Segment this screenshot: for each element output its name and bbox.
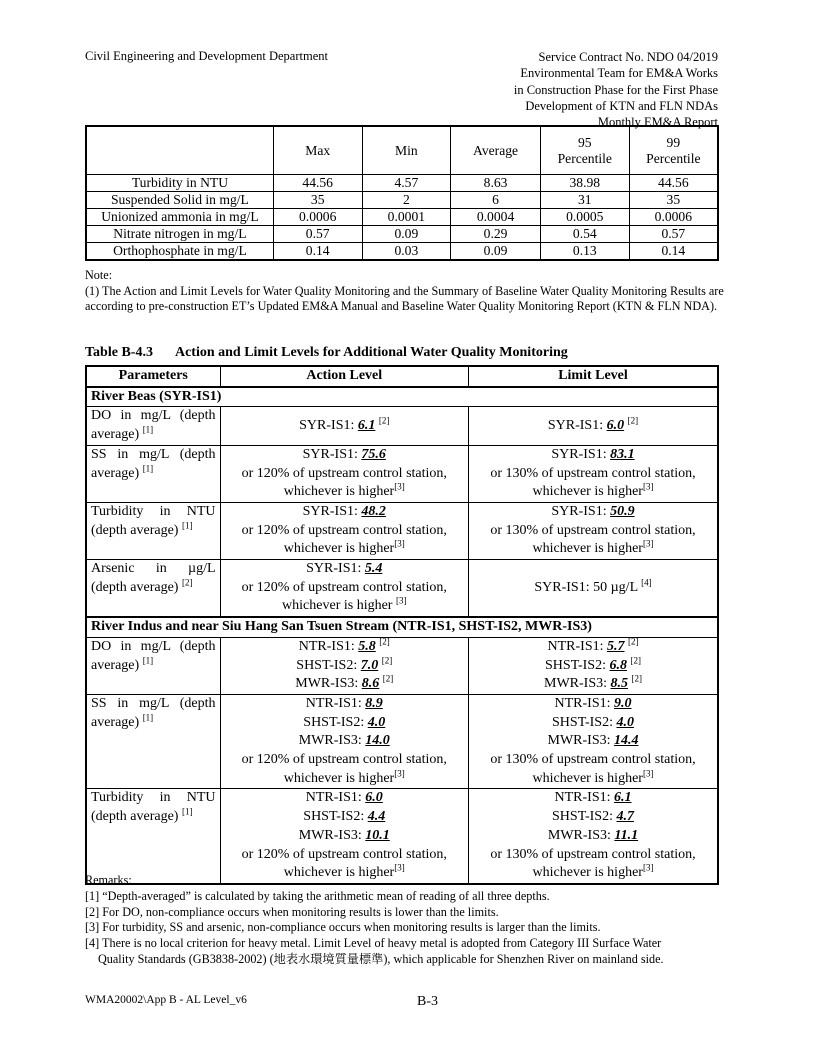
level-value: 14.0 <box>365 733 390 749</box>
table-cell: Unionized ammonia in mg/L <box>86 209 273 226</box>
limit-level-cell <box>469 407 719 445</box>
parameter-cell <box>86 637 220 694</box>
level-value: SYR-IS1: 50 µg/L <box>534 579 642 595</box>
station-label: SHST-IS2: <box>303 714 368 730</box>
action-level-cell <box>220 502 468 559</box>
limit-level-cell <box>469 502 719 559</box>
level-value: 8.9 <box>365 695 383 711</box>
remark-item: [1] “Depth-averaged” is calculated by taking the arithmetic mean of reading of all three depths. <box>85 888 550 903</box>
level-value: 5.7 <box>607 638 625 654</box>
station-label: NTR-IS1: <box>305 790 366 806</box>
table-cell: 0.54 <box>540 226 629 243</box>
alternative-criterion: or 130% of upstream control station, <box>490 522 696 538</box>
station-label: NTR-IS1: <box>547 638 607 654</box>
level-value: 14.4 <box>614 733 639 749</box>
table-row <box>86 226 718 243</box>
station-label: MWR-IS3: <box>298 733 366 749</box>
footnote-ref: [2] <box>382 673 394 684</box>
criterion-qualifier: whichever is higher <box>532 484 643 500</box>
level-value: 4.0 <box>616 714 634 730</box>
level-value: 4.7 <box>616 809 634 825</box>
parameter-label: DO in mg/L (depth average) <box>91 408 216 443</box>
remarks <box>85 873 765 968</box>
alternative-criterion: or 120% of upstream control station, <box>241 522 447 538</box>
footnote-ref: [2] <box>630 654 641 665</box>
footnote-ref: [1] <box>142 654 154 665</box>
table-cell: 0.0004 <box>451 209 541 226</box>
station-label: MWR-IS3: <box>547 733 614 749</box>
section-title: River Beas (SYR-IS1) <box>86 387 718 407</box>
station-label: SYR-IS1: <box>551 503 611 519</box>
table-row <box>86 445 718 502</box>
station-label: SYR-IS1: <box>302 503 362 519</box>
parameter-label: SS in mg/L (depth average) <box>91 695 216 730</box>
criterion-qualifier: whichever is higher <box>282 598 393 614</box>
level-value: 6.0 <box>606 417 625 433</box>
station-label: SHST-IS2: <box>552 714 617 730</box>
action-level-cell <box>220 407 468 445</box>
level-value: 5.8 <box>358 638 376 654</box>
header-line: Development of KTN and FLN NDAs <box>525 98 718 113</box>
remark-item: [4] There is no local criterion for heavy metal. Limit Level of heavy metal is adopted from Category III Surface Water <box>85 936 662 951</box>
station-label: SYR-IS1: <box>299 417 358 433</box>
table-header-cell: Limit Level <box>469 366 719 387</box>
footnote-ref: [3] <box>642 768 654 779</box>
table-row <box>86 789 718 884</box>
parameter-cell <box>86 502 220 559</box>
level-value: 11.1 <box>614 827 639 843</box>
table-cell: Nitrate nitrogen in mg/L <box>86 226 273 243</box>
footnote-ref: [2] <box>627 415 639 426</box>
table-cell: 8.63 <box>451 175 541 192</box>
footer-file-reference: WMA20002\App B - AL Level_v6 <box>85 994 247 1006</box>
header-line: Service Contract No. NDO 04/2019 <box>538 50 718 64</box>
alternative-criterion: or 120% of upstream control station, <box>241 579 447 595</box>
baseline-summary-table <box>85 125 719 261</box>
table-row <box>86 209 718 226</box>
table-cell: 0.14 <box>273 243 362 261</box>
level-value: 6.1 <box>357 417 376 433</box>
parameter-cell <box>86 694 220 789</box>
table-cell: 0.0001 <box>362 209 451 226</box>
criterion-qualifier: whichever is higher <box>532 541 643 557</box>
table-caption <box>85 345 568 361</box>
footnote-ref: [1] <box>142 462 154 473</box>
parameter-label: Turbidity in NTU (depth average) <box>91 790 216 825</box>
station-label: SHST-IS2: <box>552 809 617 825</box>
criterion-qualifier: whichever is higher <box>283 484 395 500</box>
station-label: SHST-IS2: <box>545 657 610 673</box>
level-value: 75.6 <box>361 446 386 462</box>
table-header-cell: Action Level <box>220 366 468 387</box>
alternative-criterion: or 120% of upstream control station, <box>241 752 447 768</box>
limit-level-cell <box>469 694 719 789</box>
parameter-label: SS in mg/L (depth average) <box>91 446 216 481</box>
level-value: 5.4 <box>364 561 383 577</box>
footnote-ref: [1] <box>181 519 193 530</box>
footnote-ref: [2] <box>628 636 639 647</box>
alternative-criterion: or 120% of upstream control station, <box>241 846 447 862</box>
note-text: (1) The Action and Limit Levels for Water Quality Monitoring and the Summary of Baseline Water Quality Monitoring Results are according to pre-construction ET’s Updated EM&A Manual and Baseline Water Quality Monitoring Report (KTN & FLN NDA). <box>85 283 724 314</box>
level-value: 50.9 <box>610 503 635 519</box>
table-row <box>86 243 718 261</box>
footnote-ref: [3] <box>394 768 405 779</box>
table-cell: 35 <box>629 192 718 209</box>
table-header-cell: 99 Percentile <box>629 126 718 175</box>
alternative-criterion: or 130% of upstream control station, <box>490 465 696 481</box>
table-cell: 0.0006 <box>629 209 718 226</box>
table-cell: 38.98 <box>540 175 629 192</box>
action-level-cell <box>220 637 468 694</box>
alternative-criterion: or 130% of upstream control station, <box>490 752 696 768</box>
level-value: 48.2 <box>361 503 386 519</box>
limit-level-cell <box>469 560 719 618</box>
criterion-qualifier: whichever is higher <box>283 865 395 881</box>
station-label: MWR-IS3: <box>547 827 615 843</box>
level-value: 4.0 <box>367 714 386 730</box>
note-title: Note: <box>85 268 113 282</box>
action-level-cell <box>220 445 468 502</box>
criterion-qualifier: whichever is higher <box>283 541 395 557</box>
footnote-ref: [2] <box>379 636 390 647</box>
action-level-cell <box>220 789 468 884</box>
limit-level-cell <box>469 445 719 502</box>
table-cell: 44.56 <box>629 175 718 192</box>
section-row <box>86 387 718 407</box>
level-value: 8.5 <box>610 676 628 692</box>
level-value: 7.0 <box>360 657 379 673</box>
table-header-cell: Parameters <box>86 366 220 387</box>
table-header-row <box>86 366 718 387</box>
level-value: 9.0 <box>614 695 632 711</box>
table-cell: 31 <box>540 192 629 209</box>
limit-level-cell <box>469 789 719 884</box>
table-cell: 4.57 <box>362 175 451 192</box>
station-label: SYR-IS1: <box>302 446 362 462</box>
parameter-cell <box>86 560 220 618</box>
station-label: MWR-IS3: <box>544 676 611 692</box>
parameter-cell <box>86 789 220 884</box>
table-cell: Suspended Solid in mg/L <box>86 192 273 209</box>
table-row <box>86 694 718 789</box>
table-row <box>86 192 718 209</box>
level-value: 6.1 <box>614 790 632 806</box>
table-cell: 0.03 <box>362 243 451 261</box>
table-header-cell: Average <box>451 126 541 175</box>
remarks-title: Remarks: <box>85 873 132 887</box>
footnote-ref: [4] <box>641 577 652 588</box>
table-cell: 0.29 <box>451 226 541 243</box>
footnote-ref: [1] <box>181 806 193 817</box>
table-cell: 0.0006 <box>273 209 362 226</box>
station-label: NTR-IS1: <box>554 695 614 711</box>
footnote-ref: [2] <box>381 654 393 665</box>
table-header-row <box>86 126 718 175</box>
table-cell: Orthophosphate in mg/L <box>86 243 273 261</box>
criterion-qualifier: whichever is higher <box>532 770 643 786</box>
table-cell: 35 <box>273 192 362 209</box>
table-cell: 0.14 <box>629 243 718 261</box>
footnote-ref: [1] <box>142 424 154 435</box>
table-row <box>86 175 718 192</box>
remark-item: [2] For DO, non-compliance occurs when monitoring results is lower than the limits. <box>85 904 499 919</box>
station-label: MWR-IS3: <box>298 827 366 843</box>
footnote-ref: [3] <box>395 595 407 606</box>
level-value: 83.1 <box>610 446 635 462</box>
footnote-ref: [3] <box>394 538 405 549</box>
table-cell: 0.57 <box>629 226 718 243</box>
table-header-cell: Max <box>273 126 362 175</box>
table-cell: 0.13 <box>540 243 629 261</box>
table-header-cell: 95 Percentile <box>540 126 629 175</box>
table-cell: 0.0005 <box>540 209 629 226</box>
header-line: in Construction Phase for the First Phase <box>513 82 718 97</box>
parameter-label: Arsenic in µg/L (depth average) <box>91 561 216 595</box>
header-line: Environmental Team for EM&A Works <box>520 66 718 81</box>
table-header-cell: Min <box>362 126 451 175</box>
station-label: NTR-IS1: <box>305 695 366 711</box>
station-label: SHST-IS2: <box>303 809 368 825</box>
header-department: Civil Engineering and Development Department <box>85 49 328 63</box>
table-cell: 0.57 <box>273 226 362 243</box>
station-label: SYR-IS1: <box>547 417 607 433</box>
footnote-ref: [1] <box>142 712 154 722</box>
table-cell: Turbidity in NTU <box>86 175 273 192</box>
level-value: 4.4 <box>367 809 386 825</box>
action-level-cell <box>220 694 468 789</box>
level-value: 10.1 <box>365 827 390 843</box>
station-label: NTR-IS1: <box>554 790 614 806</box>
level-value: 6.8 <box>609 657 627 673</box>
footnote-ref: [2] <box>378 415 390 426</box>
criterion-qualifier: whichever is higher <box>532 865 643 881</box>
table-cell: 2 <box>362 192 451 209</box>
header-contract-info <box>514 49 718 130</box>
section-row <box>86 617 718 637</box>
table-header-cell <box>86 126 273 175</box>
footnote-ref: [3] <box>642 862 654 873</box>
station-label: SHST-IS2: <box>296 657 361 673</box>
remark-item: [3] For turbidity, SS and arsenic, non-compliance occurs when monitoring results is larger than the limits. <box>85 920 601 935</box>
table-title: Action and Limit Levels for Additional Water Quality Monitoring <box>174 345 568 360</box>
station-label: NTR-IS1: <box>298 638 359 654</box>
footnote-ref: [3] <box>394 862 405 873</box>
section-title: River Indus and near Siu Hang San Tsuen Stream (NTR-IS1, SHST-IS2, MWR-IS3) <box>86 617 718 637</box>
remark-item-continued: Quality Standards (GB3838-2002) (地表水環境質量標準), which applicable for Shenzhen River on mainland side. <box>98 951 664 966</box>
station-label: SYR-IS1: <box>551 446 611 462</box>
parameter-cell <box>86 407 220 445</box>
parameter-label: Turbidity in NTU (depth average) <box>91 503 216 538</box>
limit-level-cell <box>469 637 719 694</box>
table-cell: 44.56 <box>273 175 362 192</box>
station-label: MWR-IS3: <box>295 676 362 692</box>
criterion-qualifier: whichever is higher <box>283 770 395 786</box>
table-cell: 6 <box>451 192 541 209</box>
station-label: SYR-IS1: <box>306 561 365 577</box>
action-limit-table <box>85 365 719 885</box>
table-cell: 0.09 <box>451 243 541 261</box>
table-row <box>86 407 718 445</box>
footnote-ref: [2] <box>631 673 642 684</box>
table-note <box>85 268 765 315</box>
level-value: 8.6 <box>361 676 380 692</box>
alternative-criterion: or 120% of upstream control station, <box>241 465 447 481</box>
action-level-cell <box>220 560 468 618</box>
parameter-label: DO in mg/L (depth average) <box>91 638 216 673</box>
footnote-ref: [3] <box>394 481 405 492</box>
level-value: 6.0 <box>365 790 383 806</box>
footnote-ref: [3] <box>642 538 654 549</box>
header-line: Monthly EM&A Report <box>597 115 718 130</box>
footnote-ref: [3] <box>642 481 654 492</box>
table-row <box>86 502 718 559</box>
table-row <box>86 560 718 618</box>
table-number: Table B-4.3 <box>85 345 153 360</box>
parameter-cell <box>86 445 220 502</box>
footnote-ref: [2] <box>181 577 193 588</box>
alternative-criterion: or 130% of upstream control station, <box>490 846 696 862</box>
table-cell: 0.09 <box>362 226 451 243</box>
table-row <box>86 637 718 694</box>
page-number: B-3 <box>417 994 438 1009</box>
